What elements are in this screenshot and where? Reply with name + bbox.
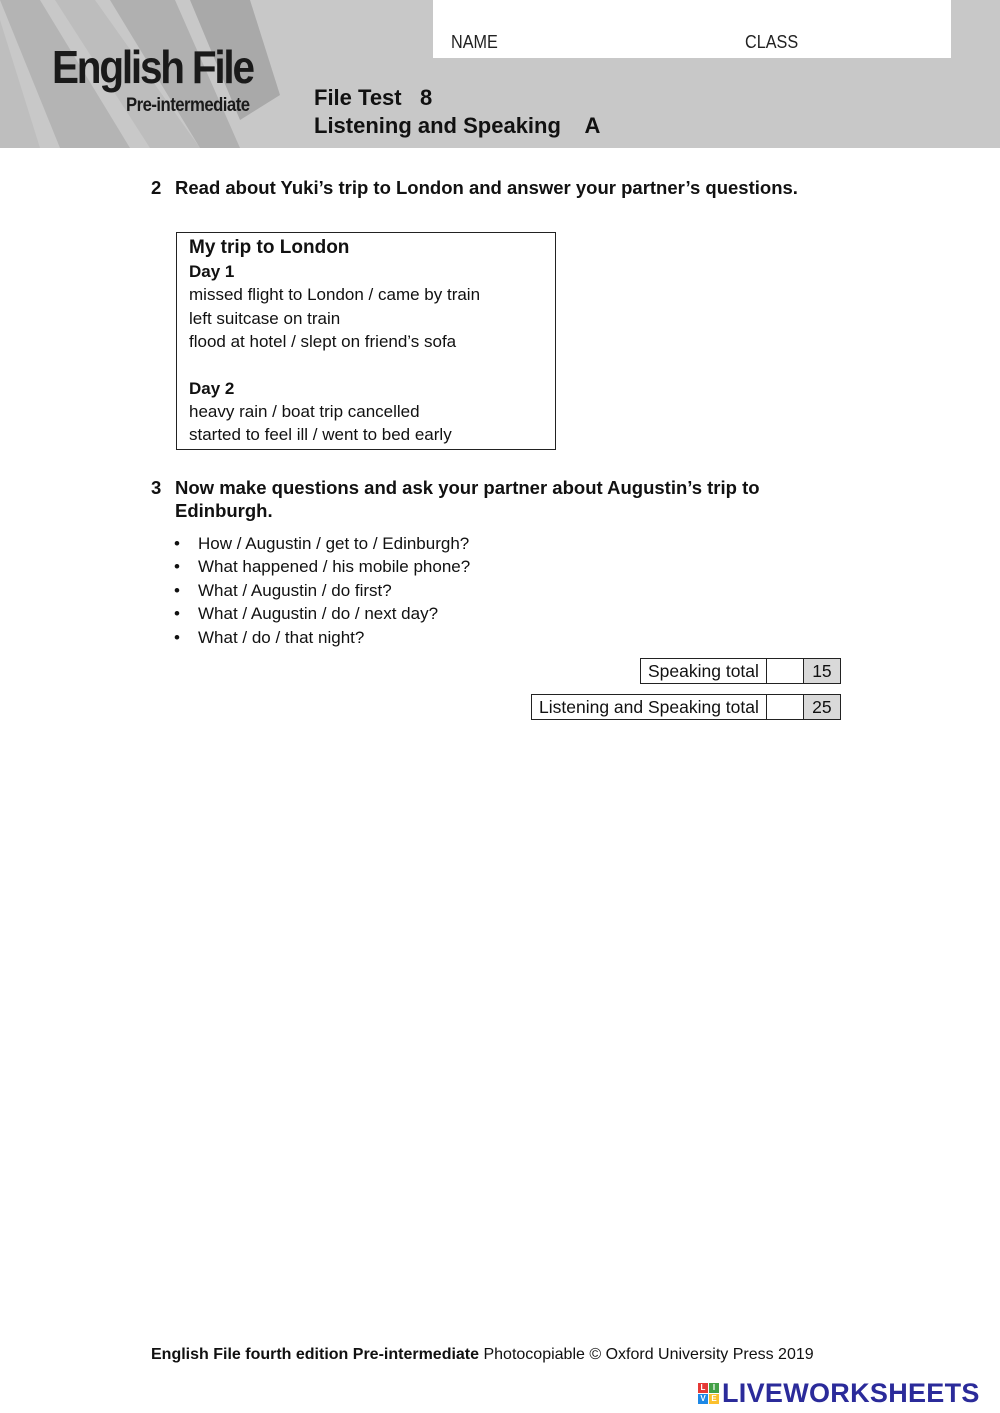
day-2-label: Day 2	[189, 378, 235, 398]
trip-line: flood at hotel / slept on friend’s sofa	[189, 332, 457, 351]
brand-logo-subtitle: Pre-intermediate	[126, 95, 250, 116]
question-prompt: What / Augustin / do / next day?	[198, 604, 439, 624]
list-item	[174, 579, 774, 602]
list-item	[174, 602, 774, 625]
footer-copyright: Photocopiable © Oxford University Press 2019	[479, 1346, 814, 1363]
bullet-icon: •	[174, 627, 180, 647]
list-item	[174, 555, 774, 578]
name-class-box	[433, 0, 951, 58]
question-prompt: What / Augustin / do first?	[198, 580, 392, 600]
logo-tile: I	[709, 1383, 719, 1393]
logo-tile: E	[709, 1394, 719, 1404]
speaking-max-score: 15	[804, 659, 840, 683]
list-item	[174, 626, 774, 649]
test-title-line-1: File Test 8	[314, 85, 433, 110]
name-label: NAME	[451, 32, 498, 52]
brand-logo-title: English File	[52, 41, 253, 93]
liveworksheets-watermark	[698, 1378, 980, 1408]
test-title-line-2: Listening and Speaking A	[314, 113, 601, 138]
bullet-icon: •	[174, 557, 180, 577]
copyright-footer	[151, 1346, 814, 1364]
section-number: 2	[151, 177, 162, 198]
liveworksheets-logo-icon	[698, 1383, 719, 1404]
trip-line: heavy rain / boat trip cancelled	[189, 401, 420, 421]
footer-book-title: English File fourth edition Pre-intermediate	[151, 1346, 480, 1363]
question-prompt: What / do / that night?	[198, 627, 365, 647]
speaking-total-box	[640, 658, 841, 684]
question-prompt: What happened / his mobile phone?	[198, 557, 471, 577]
bullet-icon: •	[174, 580, 180, 600]
page-header	[0, 0, 1000, 148]
section-instruction: Read about Yuki’s trip to London and answer your partner’s questions.	[175, 177, 798, 198]
list-item	[174, 532, 774, 555]
trip-line: left suitcase on train	[189, 308, 341, 328]
section-3-heading	[151, 476, 831, 522]
trip-line: missed flight to London / came by train	[189, 285, 481, 304]
class-label: CLASS	[745, 32, 799, 52]
logo-tile: V	[698, 1394, 708, 1404]
trip-info-box	[176, 232, 556, 450]
section-2-heading	[151, 176, 831, 199]
speaking-score-field[interactable]	[767, 659, 804, 683]
total-score-field[interactable]	[767, 695, 804, 719]
bullet-icon: •	[174, 604, 180, 624]
speaking-total-label: Speaking total	[641, 659, 767, 683]
question-prompt: How / Augustin / get to / Edinburgh?	[198, 534, 470, 553]
trip-line: started to feel ill / went to bed early	[189, 425, 452, 444]
day-1-label: Day 1	[189, 262, 235, 281]
liveworksheets-wordmark: LIVEWORKSHEETS	[722, 1377, 980, 1408]
logo-tile: L	[698, 1383, 708, 1393]
section-instruction: Now make questions and ask your partner about Augustin’s trip to Edinburgh.	[175, 477, 760, 521]
trip-box-title: My trip to London	[189, 237, 350, 258]
question-prompts-list	[174, 532, 774, 649]
listening-speaking-total-box	[531, 694, 841, 720]
test-title	[314, 84, 600, 140]
section-number: 3	[151, 477, 162, 498]
listening-speaking-total-label: Listening and Speaking total	[532, 695, 767, 719]
total-max-score: 25	[804, 695, 840, 719]
bullet-icon: •	[174, 534, 180, 553]
